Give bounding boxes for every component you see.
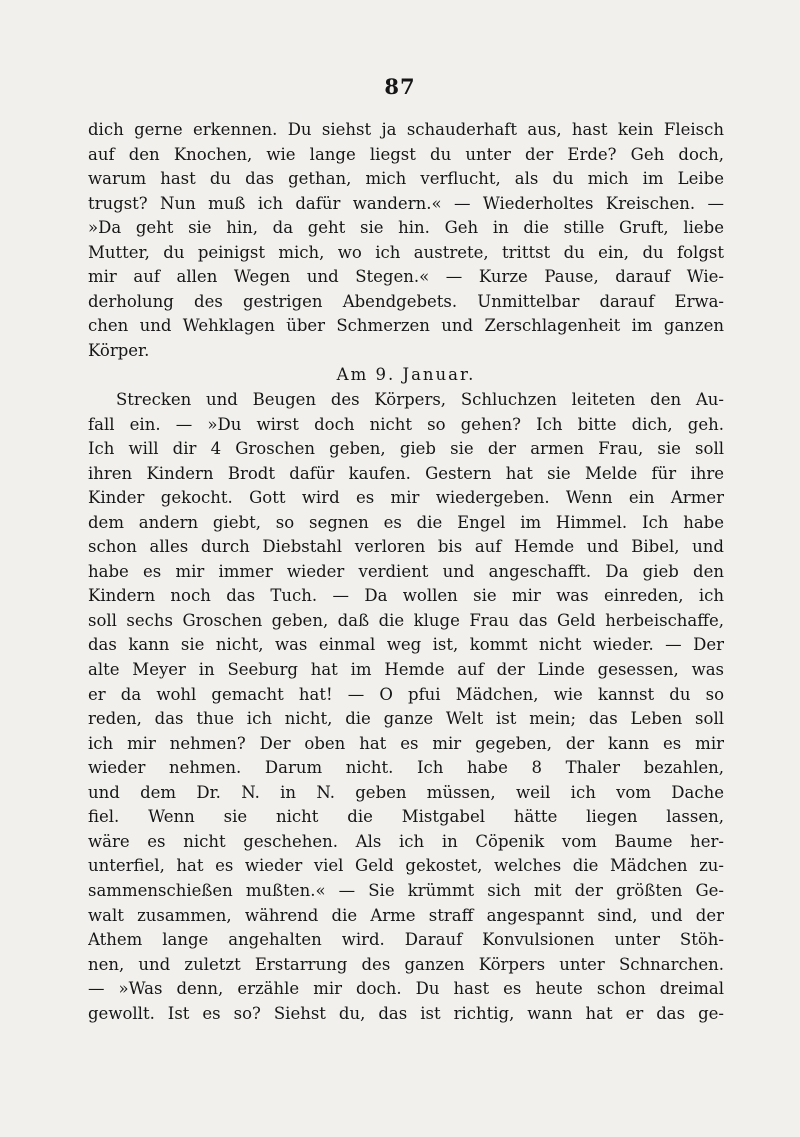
text-line: soll sechs Groschen geben, daß die kluge Frau das Geld herbeischaffe,	[88, 610, 724, 630]
text-line: wieder nehmen. Darum nicht. Ich habe 8 Thaler bezahlen,	[88, 758, 724, 778]
text-line: nen, und zuletzt Erstarrung des ganzen Körpers unter Schnarchen.	[88, 954, 724, 974]
text-line: fiel. Wenn sie nicht die Mistgabel hätte liegen lassen,	[88, 807, 724, 827]
text-line: derholung des gestrigen Abendgebets. Unmittelbar darauf Erwa-	[88, 291, 724, 311]
text-line: »Da geht sie hin, da geht sie hin. Geh in die stille Gruft, liebe	[88, 218, 724, 238]
text-line: warum hast du das gethan, mich verflucht, als du mich im Leibe	[88, 169, 724, 189]
text-line: unterfiel, hat es wieder viel Geld gekostet, welches die Mädchen zu-	[88, 856, 724, 876]
text-line: Kinder gekocht. Gott wird es mir wiedergeben. Wenn ein Armer	[88, 488, 724, 508]
text-line: gewollt. Ist es so? Siehst du, das ist richtig, wann hat er das ge-	[88, 1003, 724, 1023]
text-line: Athem lange angehalten wird. Darauf Konvulsionen unter Stöh-	[88, 930, 724, 950]
section-heading: Am 9. Januar.	[336, 365, 476, 385]
text-line: schon alles durch Diebstahl verloren bis auf Hemde und Bibel, und	[88, 537, 724, 557]
text-line: chen und Wehklagen über Schmerzen und Zerschlagenheit im ganzen	[88, 316, 724, 336]
text-line: Strecken und Beugen des Körpers, Schluchzen leiteten den Au-	[116, 390, 724, 410]
text-line: habe es mir immer wieder verdient und angeschafft. Da gieb den	[88, 561, 724, 581]
text-line: dich gerne erkennen. Du siehst ja schauderhaft aus, hast kein Fleisch	[88, 120, 724, 139]
text-line: sammenschießen mußten.« — Sie krümmt sich mit der größten Ge-	[88, 880, 724, 900]
text-line: Ich will dir 4 Groschen geben, gieb sie der armen Frau, sie soll	[88, 439, 724, 459]
text-line: reden, das thue ich nicht, die ganze Welt ist mein; das Leben soll	[88, 709, 724, 729]
body-text	[88, 118, 724, 1026]
text-line: mir auf allen Wegen und Stegen.« — Kurze Pause, darauf Wie-	[88, 267, 724, 287]
text-line: Körper.	[88, 340, 150, 360]
text-line: Mutter, du peinigst mich, wo ich austrete, trittst du ein, du folgst	[88, 242, 724, 262]
text-line: alte Meyer in Seeburg hat im Hemde auf der Linde gesessen, was	[88, 660, 724, 680]
text-line: er da wohl gemacht hat! — O pfui Mädchen, wie kannst du so	[88, 684, 724, 704]
text-line: dem andern giebt, so segnen es die Engel im Himmel. Ich habe	[88, 512, 724, 532]
text-line: fall ein. — »Du wirst doch nicht so gehen? Ich bitte dich, geh.	[88, 414, 724, 434]
text-line: — »Was denn, erzähle mir doch. Du hast es heute schon dreimal	[88, 979, 724, 999]
text-line: das kann sie nicht, was einmal weg ist, kommt nicht wieder. — Der	[88, 635, 724, 655]
text-line: auf den Knochen, wie lange liegst du unter der Erde? Geh doch,	[88, 144, 724, 164]
text-line: trugst? Nun muß ich dafür wandern.« — Wiederholtes Kreischen. —	[88, 193, 724, 213]
text-line: ihren Kindern Brodt dafür kaufen. Gestern hat sie Melde für ihre	[88, 463, 724, 483]
text-line: walt zusammen, während die Arme straff angespannt sind, und der	[88, 905, 724, 925]
text-line: und dem Dr. N. in N. geben müssen, weil ich vom Dache	[88, 782, 724, 802]
text-line: Kindern noch das Tuch. — Da wollen sie mir was einreden, ich	[88, 586, 724, 606]
text-line: wäre es nicht geschehen. Als ich in Cöpenik vom Baume her-	[88, 831, 724, 851]
page-number: 87	[384, 74, 416, 99]
text-line: ich mir nehmen? Der oben hat es mir gegeben, der kann es mir	[88, 733, 724, 753]
